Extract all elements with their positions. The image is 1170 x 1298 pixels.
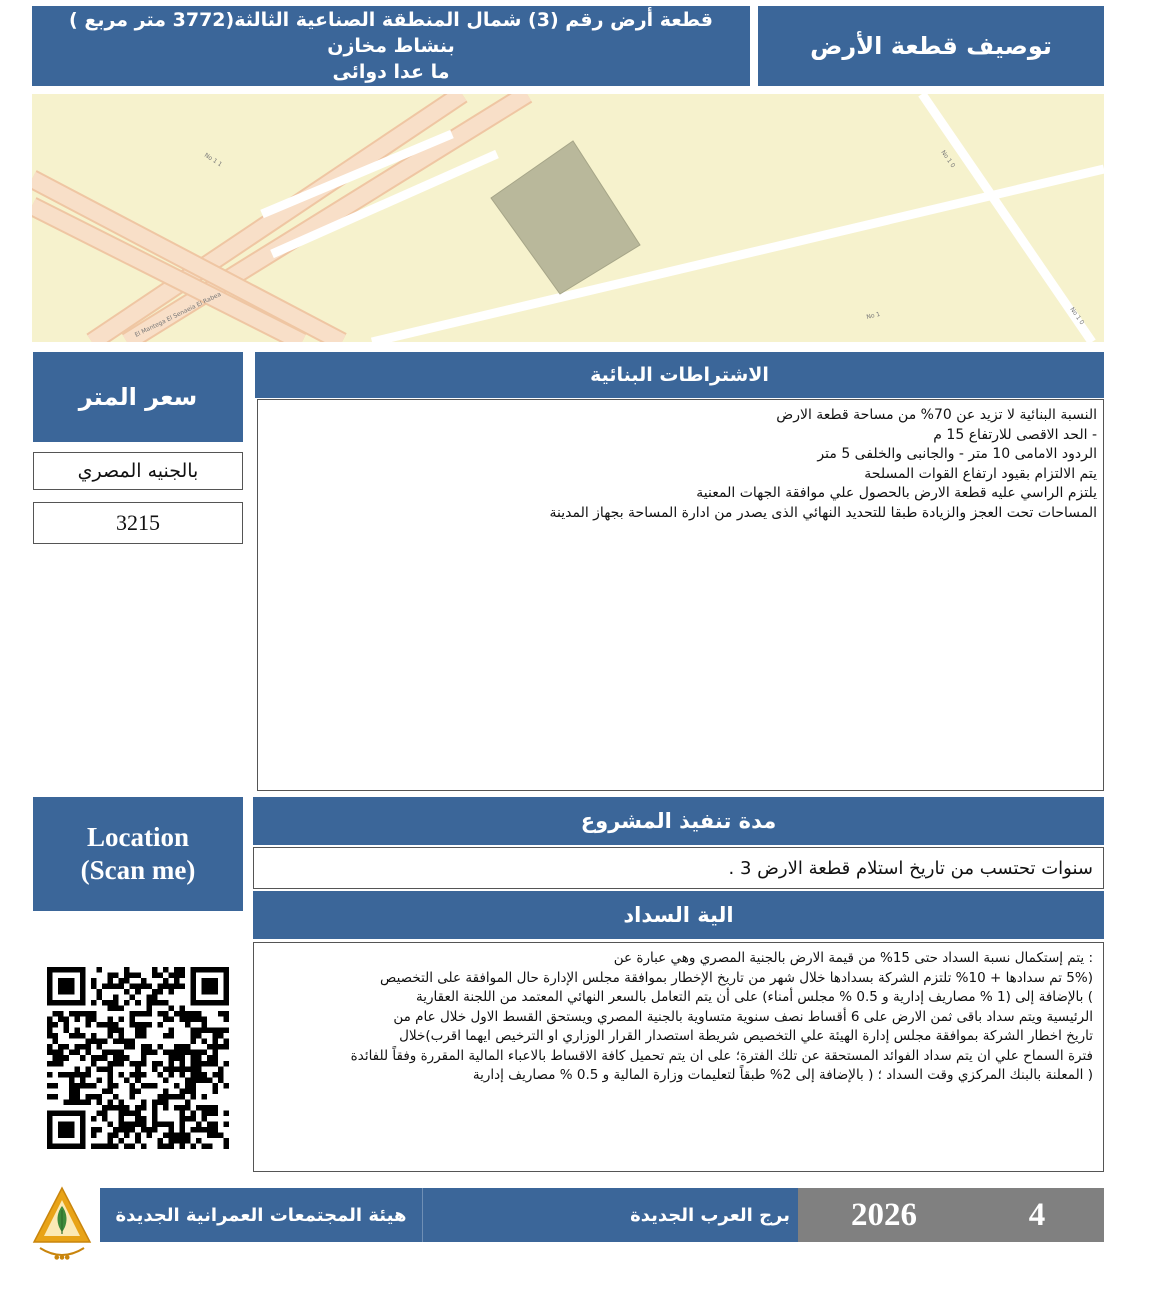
payment-line: الرئيسية ويتم سداد باقى ثمن الارض على 6 أقساط نصف سنوية متساوية بالجنية المصري ويستحق القسط الاول خلال عام من (393, 1008, 1093, 1025)
payment-line: ( المعلنة بالبنك المركزي وقت السداد ؛ ( بالإضافة إلى 2% طبقاً لتعليمات وزارة المالية و 0.5 % مصاريف إدارية (472, 1067, 1093, 1083)
map-canvas (32, 94, 1104, 342)
building-conditions-header: الاشتراطات البنائية (255, 352, 1104, 398)
payment-line: (5% تم سدادها + 10% تلتزم الشركة بسدادها خلال شهر من تاريخ الإخطار بموافقة مجلس الإدارة حال الموافقة على التخصيص (380, 969, 1093, 986)
price-currency: بالجنيه المصري (33, 452, 243, 490)
payment-line: ) بالإضافة إلى (1 % مصاريف إدارية و 0.5 % مجلس أمناء) على أن يتم التعامل بالسعر النهائي المعتمد من اللجنة العقارية (415, 989, 1093, 1005)
map-street-label: El Mantega El Senaeia El Rabea (133, 290, 223, 339)
price-value: 3215 (33, 502, 243, 544)
execution-period-text: . سنوات تحتسب من تاريخ استلام قطعة الارض 3 (253, 847, 1104, 889)
nuca-logo-icon (30, 1186, 94, 1264)
svg-text:●●●: ●●● (54, 1254, 70, 1261)
authority-name: هيئة المجتمعات العمرانية الجديدة (100, 1188, 422, 1242)
map-street-label: No 1 (865, 310, 881, 321)
payment-line: فترة السماح علي ان يتم سداد الفوائد المستحقة عن تلك الفترة؛ على ان يتم تحميل كافة الاقساط بالاعباء المالية المقررة وفقاً للفائدة (350, 1047, 1093, 1064)
building-conditions-box (257, 399, 1104, 791)
payment-mechanism-box (253, 942, 1104, 1172)
plot-description-label: توصيف قطعة الأرض (758, 6, 1104, 86)
building-condition-line: الردود الامامى 10 متر - والجانبى والخلفى 5 متر (817, 446, 1097, 462)
building-condition-line: - الحد الاقصى للارتفاع 15 م (933, 426, 1097, 443)
plot-title (32, 6, 750, 86)
building-condition-line: يتم الالتزام بقيود ارتفاع القوات المسلحة (864, 465, 1097, 482)
qr-code-graphic (47, 967, 229, 1149)
building-condition-line: المساحات تحت العجز والزيادة طبقا للتحديد النهائي الذى يصدر من ادارة المساحة بجهاز المدينة (549, 504, 1097, 521)
plot-title-line1: قطعة أرض رقم (3) شمال المنطقة الصناعية الثالثة(3772 متر مربع ) بنشاط مخازن (69, 9, 713, 57)
payment-mechanism-header: الية السداد (253, 891, 1104, 939)
location-map[interactable] (32, 94, 1104, 342)
map-street-label: No 1 0 (939, 149, 957, 170)
qr-code-icon[interactable] (47, 967, 229, 1149)
building-condition-line: يلتزم الراسي عليه قطعة الارض بالحصول علي موافقة الجهات المعنية (696, 485, 1097, 501)
map-street-label: No 1 0 (1068, 306, 1086, 327)
payment-line: تاريخ اخطار الشركة بموافقة مجلس إدارة الهيئة علي التخصيص شريطة استصدار القرار الوزاري او الترخيص ايهما اقرب)خلال (399, 1028, 1093, 1044)
execution-period-header: مدة تنفيذ المشروع (253, 797, 1104, 845)
building-condition-line: النسبة البنائية لا تزيد عن 70% من مساحة قطعة الارض (776, 407, 1097, 423)
payment-line: : يتم إستكمال نسبة السداد حتى 15% من قيمة الارض بالجنية المصري وهي عبارة عن (613, 950, 1093, 966)
plot-title-line2: ما عدا دوائى (332, 61, 450, 83)
year-badge: 2026 (798, 1188, 970, 1242)
page-number: 4 (970, 1188, 1104, 1242)
location-header (33, 797, 243, 911)
location-label: Location (86, 822, 189, 852)
map-street-label: No 1 1 (202, 151, 224, 169)
scan-me-label: (Scan me) (80, 855, 196, 885)
price-per-meter-header: سعر المتر (33, 352, 243, 442)
city-name: برج العرب الجديدة (422, 1188, 798, 1242)
